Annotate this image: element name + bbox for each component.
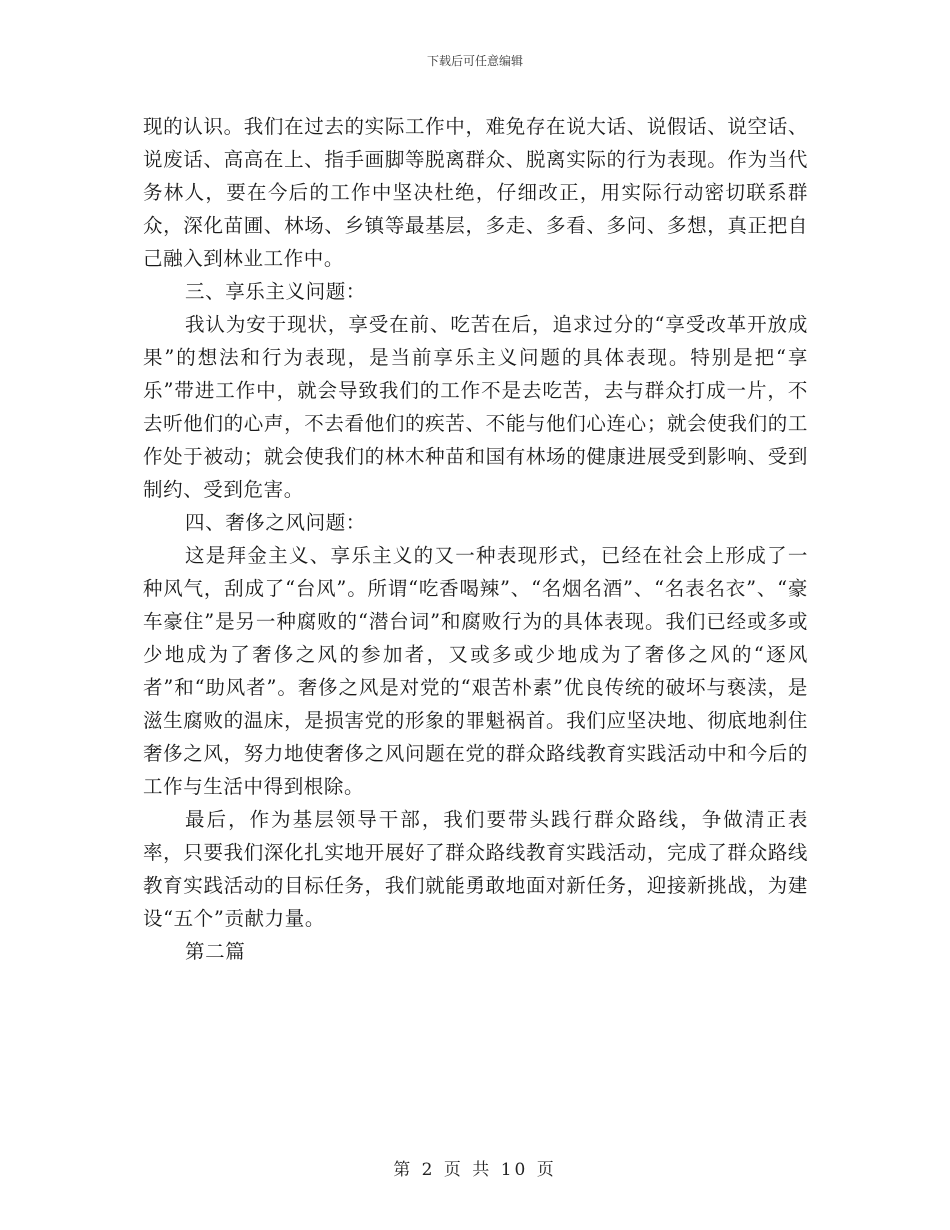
paragraph: 最后，作为基层领导干部，我们要带头践行群众路线，争做清正表率，只要我们深化扎实地开展好了群众路线教育实践活动，完成了群众路线教育实践活动的目标任务，我们就能勇敢地面对新任务，迎接新挑战，为建设“五个”贡献力量。 (143, 808, 808, 930)
section-heading: 三、享乐主义问题： (185, 280, 366, 303)
section-heading: 第二篇 (185, 940, 246, 963)
paragraph: 现的认识。我们在过去的实际工作中，难免存在说大话、说假话、说空话、说废话、高高在上、指手画脚等脱离群众、脱离实际的行为表现。作为当代务林人，要在今后的工作中坚决杜绝，仔细改正，用实际行动密切联系群众，深化苗圃、林场、乡镇等最基层，多走、多看、多问、多想，真正把自己融入到林业工作中。 (143, 115, 808, 270)
paragraph: 我认为安于现状，享受在前、吃苦在后，追求过分的“享受改革开放成果”的想法和行为表现，是当前享乐主义问题的具体表现。特别是把“享乐”带进工作中，就会导致我们的工作不是去吃苦，去与群众打成一片，不去听他们的心声，不去看他们的疾苦、不能与他们心连心；就会使我们的工作处于被动；就会使我们的林木种苗和国有林场的健康进展受到影响、受到制约、受到危害。 (143, 313, 808, 501)
page-header: 下载后可任意编辑 (426, 54, 523, 68)
document-body (143, 110, 808, 968)
section-heading: 四、奢侈之风问题： (185, 511, 366, 534)
paragraph: 这是拜金主义、享乐主义的又一种表现形式，已经在社会上形成了一种风气，刮成了“台风”。所谓“吃香喝辣”、“名烟名酒”、“名表名衣”、“豪车豪住”是另一种腐败的“潜台词”和腐败行为的具体表现。我们已经或多或少地成为了奢侈之风的参加者，又或多或少地成为了奢侈之风的“逐风者”和“助风者”。奢侈之风是对党的“艰苦朴素”优良传统的破坏与亵渎，是滋生腐败的温床，是损害党的形象的罪魁祸首。我们应坚决地、彻底地刹住奢侈之风，努力地使奢侈之风问题在党的群众路线教育实践活动中和今后的工作与生活中得到根除。 (143, 544, 808, 798)
page-footer: 第 2 页 共 10 页 (393, 1160, 557, 1180)
